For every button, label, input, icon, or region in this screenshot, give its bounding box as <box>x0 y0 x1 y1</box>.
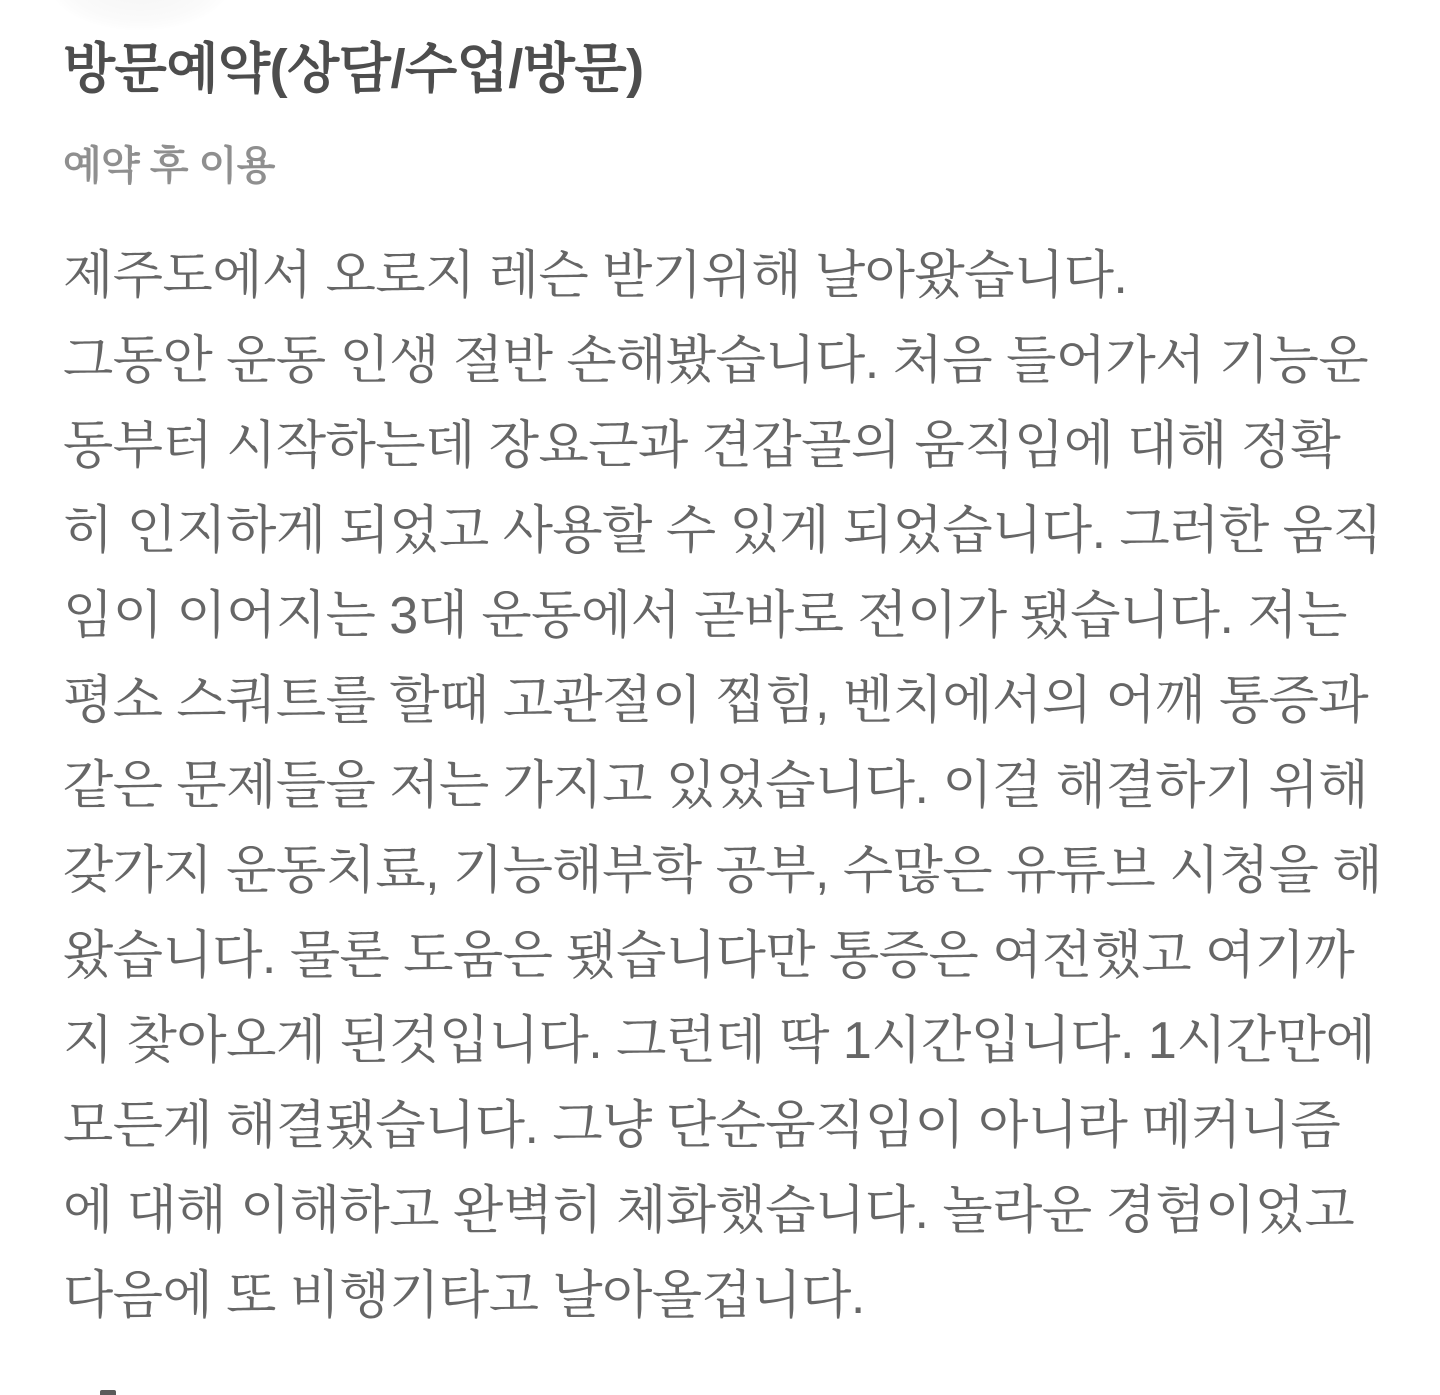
cutoff-text-fragment-bottom <box>100 1390 116 1395</box>
review-paragraph-1: 제주도에서 오로지 레슨 받기위해 날아왔습니다. <box>63 247 1128 305</box>
review-paragraph-2: 그동안 운동 인생 절반 손해봤습니다. 처음 들어가서 기능운동부터 시작하는데 장요근과 견갑골의 움직임에 대해 정확히 인지하게 되었고 사용할 수 있게 되었습니다. 그러한 움직임이 이어지는 3대 운동에서 곧바로 전이가 됐습니다. 저는 평소 스쿼트를 할때 고관절이 찝힘, 벤치에서의 어깨 통증과 같은 문제들을 저는 가지고 있었습니다. 이걸 해결하기 위해 갖가지 운동치료, 기능해부학 공부, 수많은 유튜브 시청을 해왔습니다. 물론 도움은 됐습니다만 통증은 여전했고 여기까지 찾아오게 된것입니다. 그런데 딱 1시간입니다. 1시간만에 모든게 해결됐습니다. 그냥 단순움직임이 아니라 메커니즘에 대해 이해하고 완벽히 체화했습니다. 놀라운 경험이었고 다음에 또 비행기타고 날아올겁니다. <box>63 332 1383 1325</box>
section-title <box>63 37 1385 102</box>
section-title-text: 방문예약(상담/수업/방문) <box>63 39 644 99</box>
review-text <box>63 234 1388 1339</box>
cutoff-element-top <box>50 0 230 30</box>
section-subtitle: 예약 후 이용 <box>63 144 275 188</box>
